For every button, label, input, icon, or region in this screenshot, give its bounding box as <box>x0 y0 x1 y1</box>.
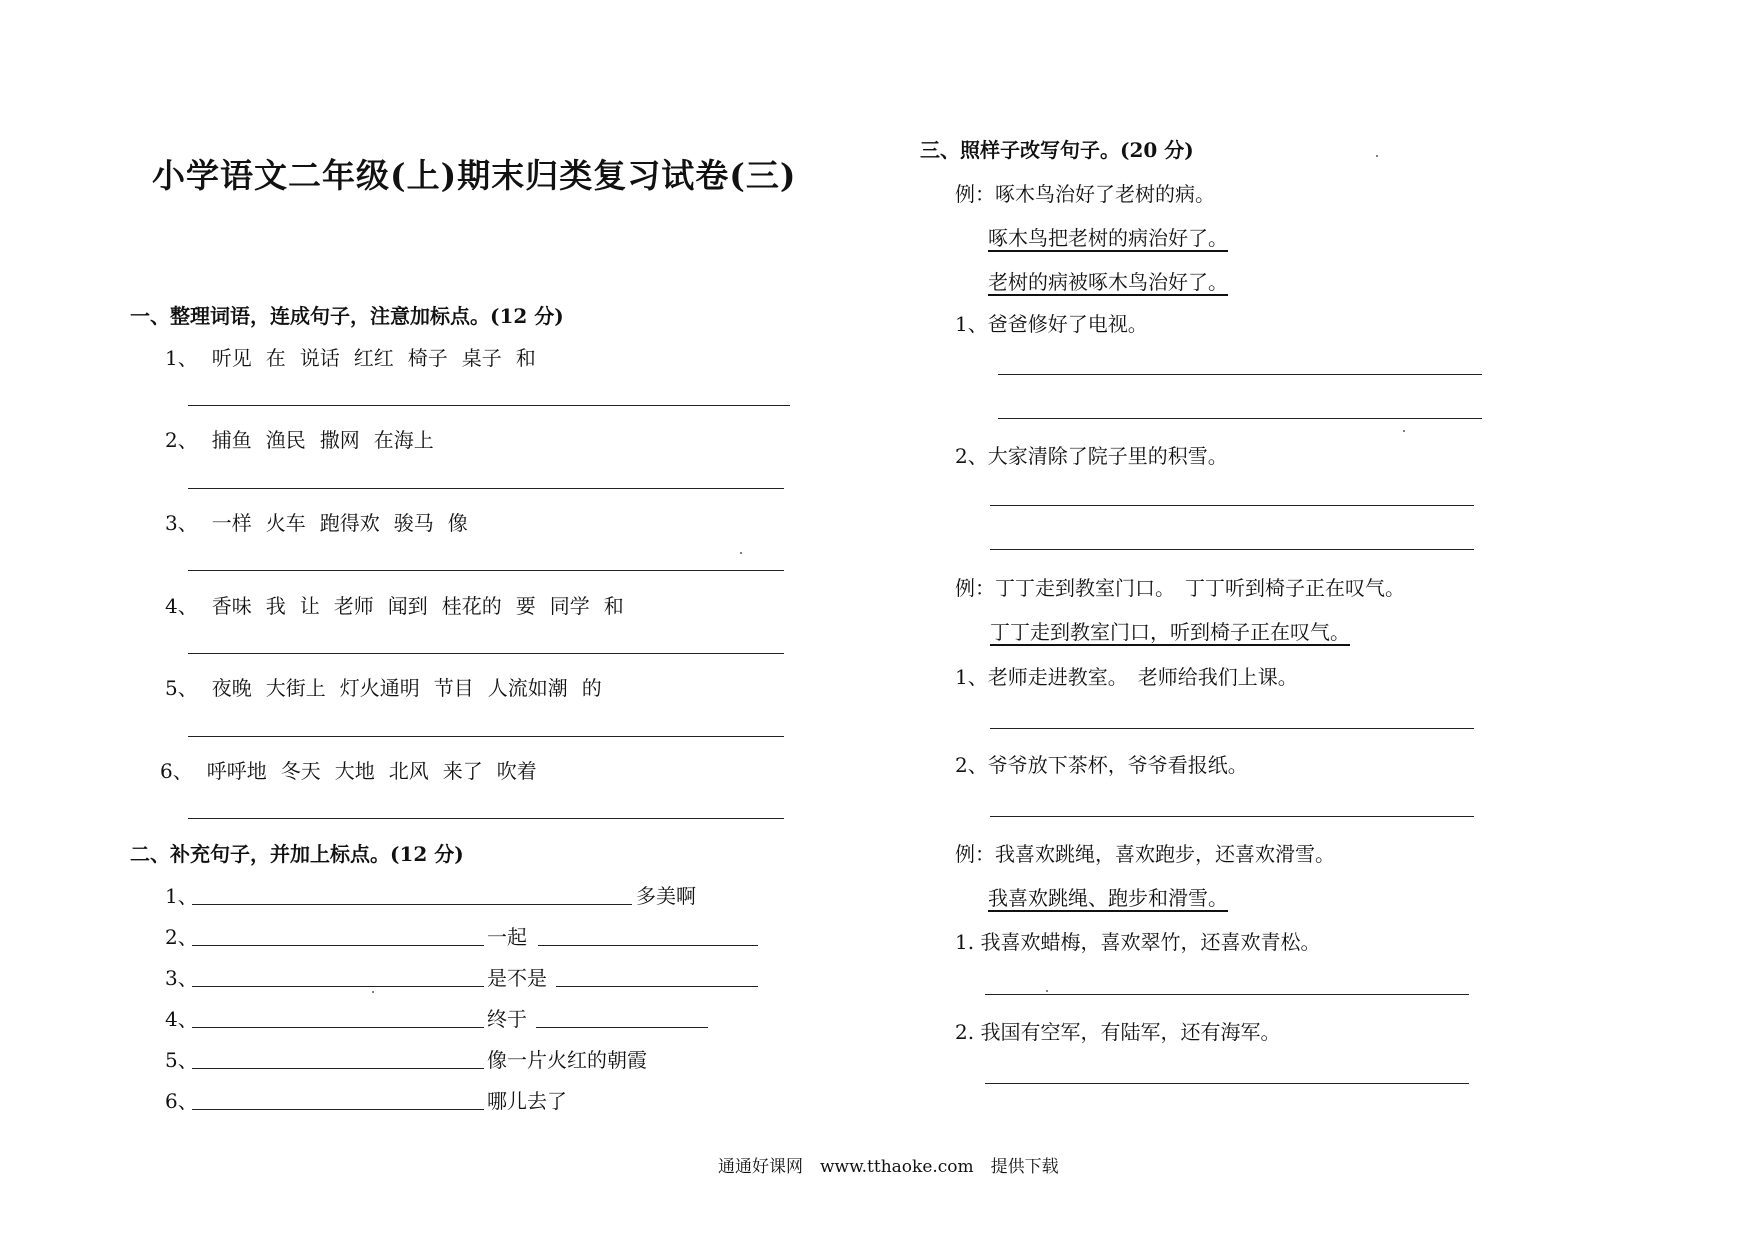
s3-q5: 1. 我喜欢蜡梅，喜欢翠竹，还喜欢青松。 <box>955 930 1321 954</box>
example-3-label: 例：我喜欢跳绳，喜欢跑步，还喜欢滑雪。 <box>955 842 1335 866</box>
fill-blank[interactable] <box>192 1109 484 1110</box>
s3-q1: 1、爸爸修好了电视。 <box>955 312 1148 336</box>
s3-q3: 1、老师走进教室。 老师给我们上课。 <box>955 665 1298 689</box>
fill-blank[interactable] <box>192 1068 484 1069</box>
answer-line[interactable] <box>990 549 1474 550</box>
s3-q2: 2、大家清除了院子里的积雪。 <box>955 444 1228 468</box>
s3-q6: 2. 我国有空军，有陆军，还有海军。 <box>955 1020 1281 1044</box>
answer-line[interactable] <box>188 653 784 654</box>
fill-blank[interactable] <box>538 945 758 946</box>
fill-blank[interactable] <box>192 904 632 905</box>
answer-line[interactable] <box>188 570 784 571</box>
answer-line[interactable] <box>188 818 784 819</box>
example-2-answer: 丁丁走到教室门口，听到椅子正在叹气。 <box>990 620 1350 644</box>
s2-item-3-num: 3、 <box>165 966 198 990</box>
s1-item-6: 6、 呼呼地 冬天 大地 北风 来了 吹着 <box>160 759 537 783</box>
s2-item-6-text: 哪儿去了 <box>487 1089 567 1113</box>
s1-item-5: 5、 夜晚 大街上 灯火通明 节目 人流如潮 的 <box>165 676 602 700</box>
example-1-label: 例：啄木鸟治好了老树的病。 <box>955 182 1215 206</box>
s2-item-4-num: 4、 <box>165 1007 198 1031</box>
s1-item-3: 3、 一样 火车 跑得欢 骏马 像 <box>165 511 468 535</box>
answer-line[interactable] <box>985 1083 1469 1084</box>
fill-blank[interactable] <box>192 1027 484 1028</box>
s2-item-5-num: 5、 <box>165 1048 198 1072</box>
example-2-label: 例：丁丁走到教室门口。 丁丁听到椅子正在叹气。 <box>955 576 1405 600</box>
section-1-heading: 一、整理词语，连成句子，注意加标点。(12 分) <box>130 304 564 328</box>
s2-item-3-text: 是不是 <box>487 966 547 990</box>
scan-speck <box>1376 155 1378 157</box>
scan-speck <box>1403 430 1405 432</box>
fill-blank[interactable] <box>536 1027 708 1028</box>
fill-blank[interactable] <box>192 945 484 946</box>
scan-speck <box>372 991 374 993</box>
s2-item-2-num: 2、 <box>165 925 198 949</box>
answer-line[interactable] <box>188 736 784 737</box>
page-title: 小学语文二年级(上)期末归类复习试卷(三) <box>152 156 797 195</box>
section-3-heading: 三、照样子改写句子。(20 分) <box>920 138 1194 162</box>
answer-line[interactable] <box>998 374 1482 375</box>
answer-line[interactable] <box>188 405 790 406</box>
example-3-answer: 我喜欢跳绳、跑步和滑雪。 <box>988 886 1228 910</box>
example-1-answer-2: 老树的病被啄木鸟治好了。 <box>988 270 1228 294</box>
s1-item-1: 1、 听见 在 说话 红红 椅子 桌子 和 <box>165 346 536 370</box>
s2-item-1-text: 多美啊 <box>636 884 696 908</box>
scan-speck <box>1046 990 1048 992</box>
s2-item-1-num: 1、 <box>165 884 198 908</box>
fill-blank[interactable] <box>556 986 758 987</box>
answer-line[interactable] <box>998 418 1482 419</box>
s2-item-5-text: 像一片火红的朝霞 <box>487 1048 647 1072</box>
answer-line[interactable] <box>990 728 1474 729</box>
s3-q4: 2、爷爷放下茶杯，爷爷看报纸。 <box>955 753 1248 777</box>
s2-item-6-num: 6、 <box>165 1089 198 1113</box>
s1-item-2: 2、 捕鱼 渔民 撒网 在海上 <box>165 428 434 452</box>
answer-line[interactable] <box>985 994 1469 995</box>
section-2-heading: 二、补充句子，并加上标点。(12 分) <box>130 842 464 866</box>
answer-line[interactable] <box>188 488 784 489</box>
scan-speck <box>740 552 742 554</box>
s1-item-4: 4、 香味 我 让 老师 闻到 桂花的 要 同学 和 <box>165 594 624 618</box>
answer-line[interactable] <box>990 816 1474 817</box>
fill-blank[interactable] <box>192 986 484 987</box>
example-1-answer-1: 啄木鸟把老树的病治好了。 <box>988 226 1228 250</box>
s2-item-4-text: 终于 <box>487 1007 527 1031</box>
footer-source: 通通好课网 www.tthaoke.com 提供下载 <box>718 1157 1059 1177</box>
answer-line[interactable] <box>990 505 1474 506</box>
s2-item-2-text: 一起 <box>487 925 527 949</box>
